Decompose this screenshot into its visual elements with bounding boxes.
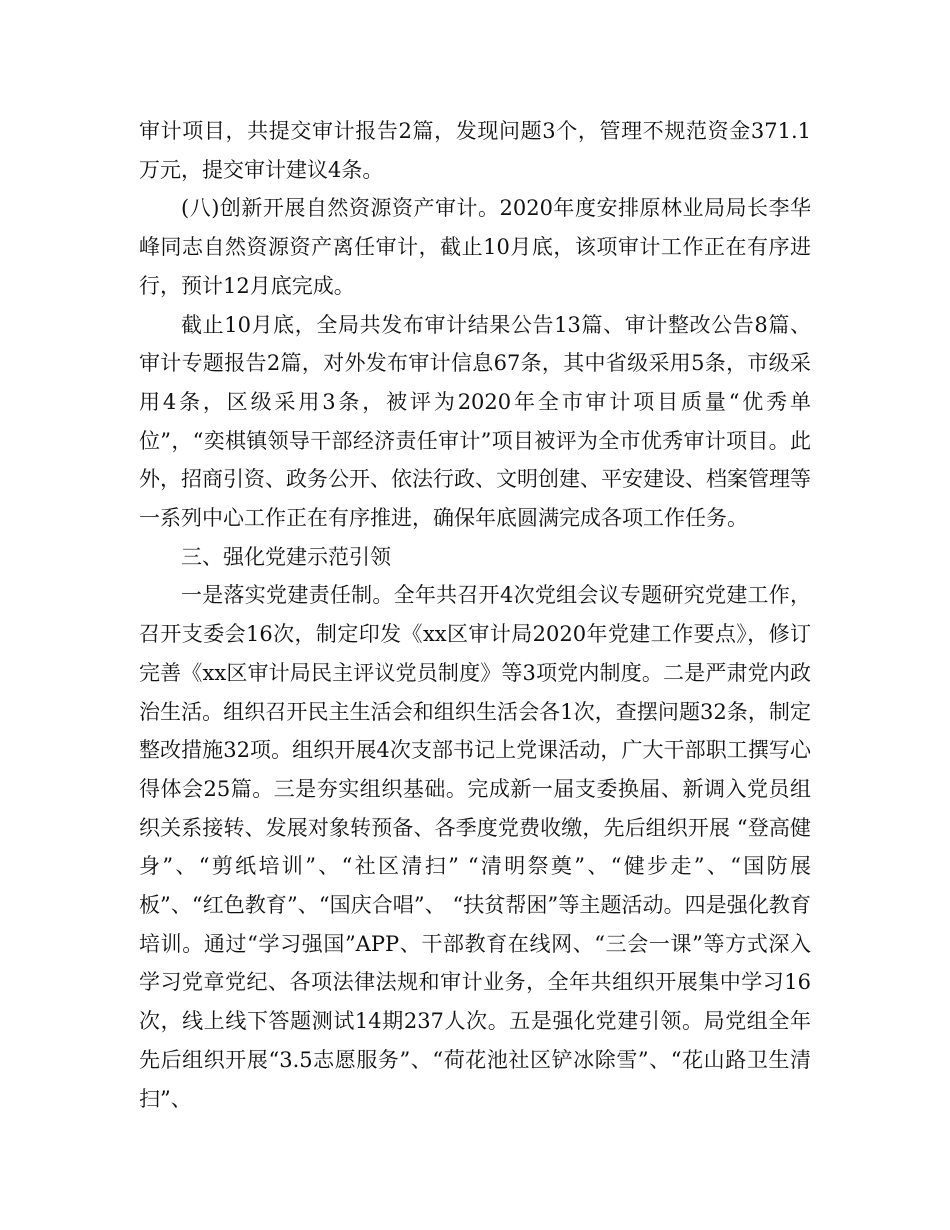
section-heading-party-building: 三、强化党建示范引领 xyxy=(181,544,391,569)
document-body xyxy=(139,112,811,1118)
paragraph-party-building-details: 一是落实党建责任制。全年共召开4次党组会议专题研究党建工作，召开支委会16次，制定印发《xx区审计局2020年党建工作要点》，修订完善《xx区审计局民主评议党员制度》等3项党内制度。二是严肃党内政治生活。组织召开民主生活会和组织生活会各1次，查摆问题32条，制定整改措施32项。组织开展4次支部书记上党课活动，广大干部职工撰写心得体会25篇。三是夯实组织基础。完成新一届支委换届、新调入党员组织关系接转、发展对象转预备、各季度党费收缴，先后组织开展 “登高健身”、“剪纸培训”、“社区清扫” “清明祭奠”、“健步走”、“国防展板”、“红色教育”、“国庆合唱”、 “扶贫帮困”等主题活动。四是强化教育培训。通过“学习强国”APP、干部教育在线网、“三会一课”等方式深入学习党章党纪、各项法律法规和审计业务，全年共组织开展集中学习16次，线上线下答题测试14期237人次。五是强化党建引领。局党组全年先后组织开展“3.5志愿服务”、“荷花池社区铲冰除雪”、“花山路卫生清扫”、 xyxy=(139,583,811,1111)
paragraph-publication-summary: 截止10月底，全局共发布审计结果公告13篇、审计整改公告8篇、审计专题报告2篇，对外发布审计信息67条，其中省级采用5条，市级采用4条，区级采用3条，被评为2020年全市审计项目质量“优秀单位”，“奕棋镇领导干部经济责任审计”项目被评为全市优秀审计项目。此外，招商引资、政务公开、依法行政、文明创建、平安建设、档案管理等一系列中心工作正在有序推进，确保年底圆满完成各项工作任务。 xyxy=(139,312,811,531)
paragraph-audit-results: 审计项目，共提交审计报告2篇，发现问题3个，管理不规范资金371.1万元，提交审计建议4条。 xyxy=(139,119,811,182)
paragraph-natural-resources-audit: (八)创新开展自然资源资产审计。2020年度安排原林业局局长李华峰同志自然资源资产离任审计，截止10月底，该项审计工作正在有序进行，预计12月底完成。 xyxy=(139,196,811,298)
